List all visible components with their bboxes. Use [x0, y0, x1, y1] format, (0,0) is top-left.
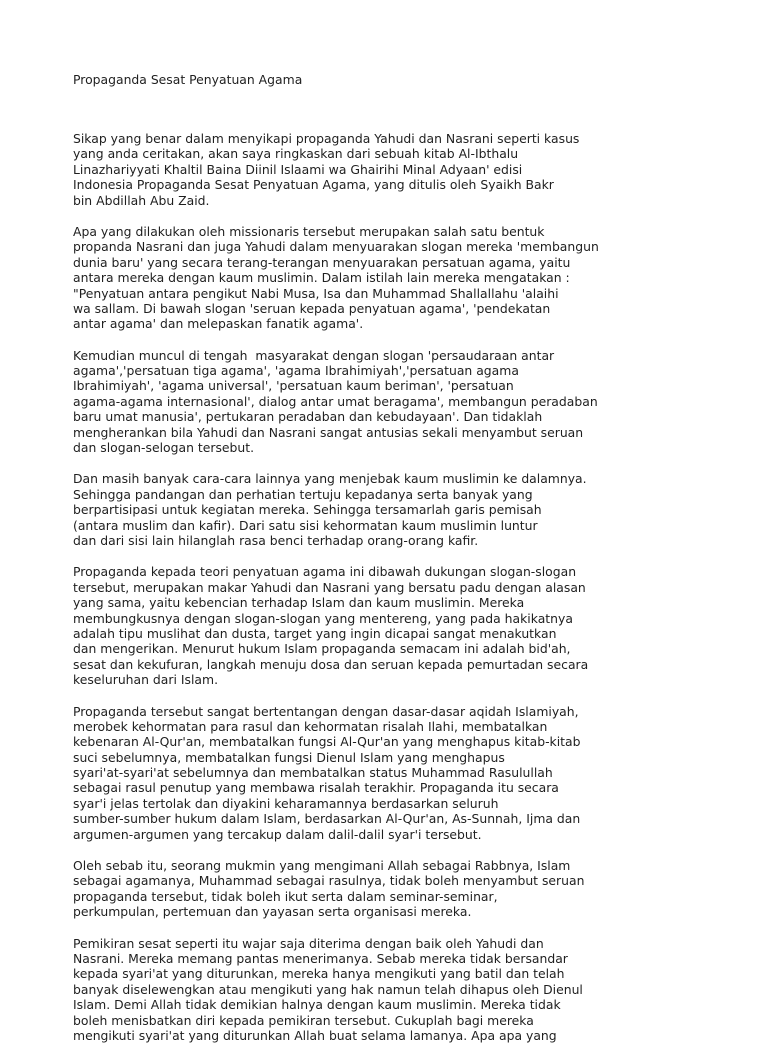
text-line: dan mengerikan. Menurut hukum Islam propaganda semacam ini adalah bid'ah,: [73, 641, 571, 657]
text-line: Propaganda kepada teori penyatuan agama ini dibawah dukungan slogan-slogan: [73, 564, 577, 580]
text-line: adalah tipu muslihat dan dusta, target yang ingin dicapai sangat menakutkan: [73, 625, 557, 641]
text-line: wa sallam. Di bawah slogan 'seruan kepada penyatuan agama', 'pendekatan: [73, 300, 551, 316]
document-body: [73, 72, 633, 1059]
text-line: Kemudian muncul di tengah masyarakat dengan slogan 'persaudaraan antar: [73, 347, 555, 363]
paragraph: [73, 471, 633, 548]
text-line: syari'at-syari'at sebelumnya dan membatalkan status Muhammad Rasulullah: [73, 765, 553, 781]
text-line: yang anda ceritakan, akan saya ringkaskan dari sebuah kitab Al-Ibthalu: [73, 146, 519, 162]
text-line: keseluruhan dari Islam.: [73, 672, 219, 688]
text-line: sebagai agamanya, Muhammad sebagai rasulnya, tidak boleh menyambut seruan: [73, 873, 585, 889]
text-line: agama','persatuan tiga agama', 'agama Ibrahimiyah','persatuan agama: [73, 363, 519, 379]
paragraph: [73, 704, 633, 843]
text-line: dan slogan-selogan tersebut.: [73, 440, 255, 456]
text-line: suci sebelumnya, membatalkan fungsi Dienul Islam yang menghapus: [73, 749, 505, 765]
paragraph: [73, 131, 633, 208]
text-line: boleh menisbatkan diri kepada pemikiran tersebut. Cukuplah bagi mereka: [73, 1012, 534, 1028]
text-line: dan dari sisi lain hilanglah rasa benci terhadap orang-orang kafir.: [73, 532, 479, 548]
paragraph: [73, 564, 633, 687]
text-line: argumen-argumen yang tercakup dalam dalil-dalil syar'i tersebut.: [73, 826, 482, 842]
text-line: Ibrahimiyah', 'agama universal', 'persatuan kaum beriman', 'persatuan: [73, 378, 514, 394]
text-line: syar'i jelas tertolak dan diyakini keharamannya berdasarkan seluruh: [73, 795, 499, 811]
text-line: membungkusnya dengan slogan-slogan yang mentereng, yang pada hakikatnya: [73, 610, 573, 626]
text-line: tersebut, merupakan makar Yahudi dan Nasrani yang bersatu padu dengan alasan: [73, 579, 586, 595]
paragraph: [73, 224, 633, 332]
text-line: kepada syari'at yang diturunkan, mereka hanya mengikuti yang batil dan telah: [73, 966, 565, 982]
text-line: sebagai rasul penutup yang membawa risalah terakhir. Propaganda itu secara: [73, 780, 559, 796]
text-line: sumber-sumber hukum dalam Islam, berdasarkan Al-Qur'an, As-Sunnah, Ijma dan: [73, 811, 581, 827]
text-line: Linazhariyyati Khaltil Baina Diinil Islaami wa Ghairihi Minal Adyaan' edisi: [73, 161, 523, 177]
text-line: banyak diselewengkan atau mengikuti yang hak namun telah dihapus oleh Dienul: [73, 981, 583, 997]
text-line: Apa yang dilakukan oleh missionaris tersebut merupakan salah satu bentuk: [73, 223, 545, 239]
text-line: baru umat manusia', pertukaran peradaban dan kebudayaan'. Dan tidaklah: [73, 409, 543, 425]
text-line: Sikap yang benar dalam menyikapi propaganda Yahudi dan Nasrani seperti kasus: [73, 131, 580, 146]
document-title: Propaganda Sesat Penyatuan Agama: [73, 72, 303, 87]
text-line: propanda Nasrani dan juga Yahudi dalam menyuarakan slogan mereka 'membangun: [73, 239, 599, 255]
text-line: mengikuti syari'at yang diturunkan Allah buat selama lamanya. Apa apa yang: [73, 1027, 557, 1043]
text-line: agama-agama internasional', dialog antar umat beragama', membangun peradaban: [73, 393, 598, 409]
text-line: (antara muslim dan kafir). Dari satu sisi kehormatan kaum muslimin luntur: [73, 517, 538, 533]
text-line: kebenaran Al-Qur'an, membatalkan fungsi Al-Qur'an yang menghapus kitab-kitab: [73, 734, 581, 750]
text-line: propaganda tersebut, tidak boleh ikut serta dalam seminar-seminar,: [73, 888, 498, 904]
text-line: Islam. Demi Allah tidak demikian halnya dengan kaum muslimin. Mereka tidak: [73, 997, 561, 1013]
text-line: mengherankan bila Yahudi dan Nasrani sangat antusias sekali menyambut seruan: [73, 424, 584, 440]
text-line: Dan masih banyak cara-cara lainnya yang menjebak kaum muslimin ke dalamnya.: [73, 471, 587, 487]
text-line: merobek kehormatan para rasul dan kehormatan risalah Ilahi, membatalkan: [73, 718, 548, 734]
text-line: perkumpulan, pertemuan dan yayasan serta organisasi mereka.: [73, 904, 472, 920]
text-line: "Penyatuan antara pengikut Nabi Musa, Isa dan Muhammad Shallallahu 'alaihi: [73, 285, 559, 301]
text-line: Oleh sebab itu, seorang mukmin yang mengimani Allah sebagai Rabbnya, Islam: [73, 858, 571, 874]
text-line: Pemikiran sesat seperti itu wajar saja diterima dengan baik oleh Yahudi dan: [73, 935, 544, 951]
paragraph: [73, 858, 633, 920]
text-line: Sehingga pandangan dan perhatian tertuju kepadanya serta banyak yang: [73, 486, 533, 502]
text-line: Nasrani. Mereka memang pantas menerimanya. Sebab mereka tidak bersandar: [73, 950, 568, 966]
paragraph: [73, 936, 633, 1044]
text-line: yang sama, yaitu kebencian terhadap Islam dan kaum muslimin. Mereka: [73, 595, 525, 611]
text-line: dunia baru' yang secara terang-terangan menyuarakan persatuan agama, yaitu: [73, 254, 571, 270]
text-line: berpartisipasi untuk kegiatan mereka. Sehingga tersamarlah garis pemisah: [73, 502, 542, 518]
text-line: Propaganda tersebut sangat bertentangan dengan dasar-dasar aqidah Islamiyah,: [73, 703, 579, 719]
text-line: antar agama' dan melepaskan fanatik agama'.: [73, 316, 364, 332]
paragraph: [73, 348, 633, 456]
text-line: bin Abdillah Abu Zaid.: [73, 192, 210, 208]
text-line: antara mereka dengan kaum muslimin. Dalam istilah lain mereka mengatakan :: [73, 270, 570, 286]
text-line: Indonesia Propaganda Sesat Penyatuan Agama, yang ditulis oleh Syaikh Bakr: [73, 177, 554, 193]
text-line: sesat dan kekufuran, langkah menuju dosa dan seruan kepada pemurtadan secara: [73, 656, 589, 672]
paragraph-list: [73, 131, 633, 1043]
